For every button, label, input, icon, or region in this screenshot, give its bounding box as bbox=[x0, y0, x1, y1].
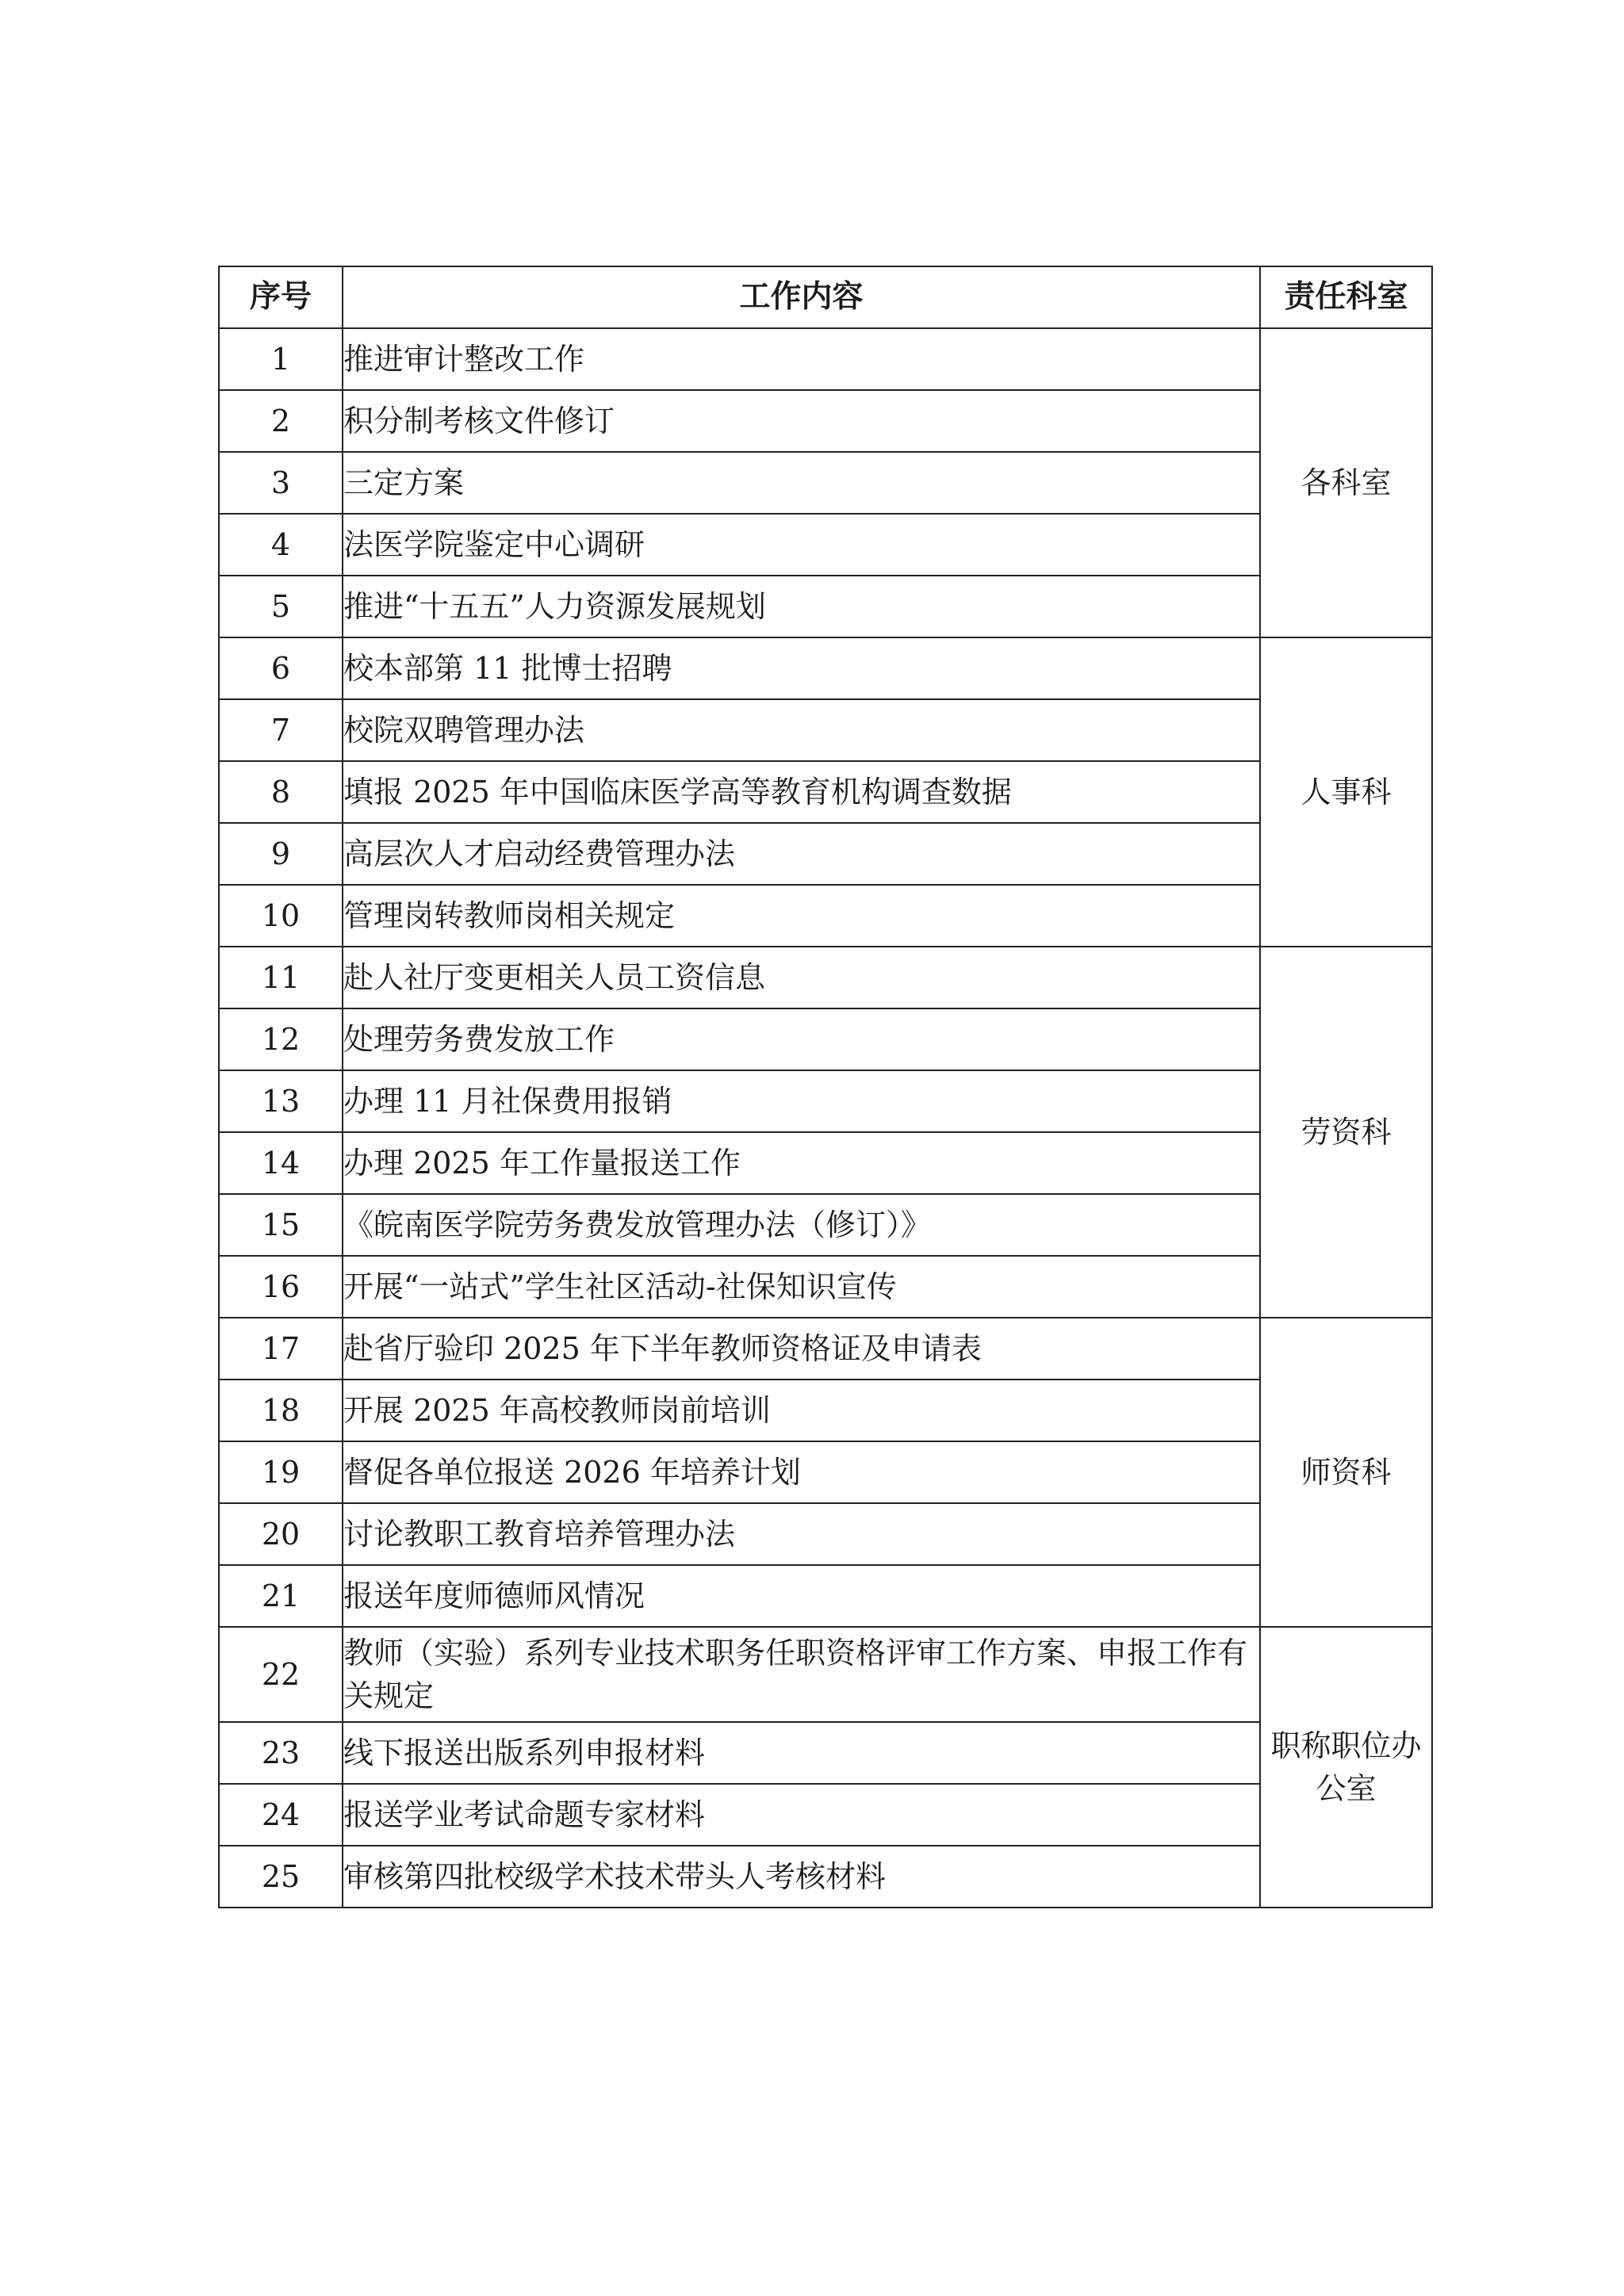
row-seq-cell: 2 bbox=[219, 390, 343, 452]
row-content-cell: 讨论教职工教育培养管理办法 bbox=[343, 1503, 1260, 1565]
row-content-cell: 处理劳务费发放工作 bbox=[343, 1008, 1260, 1070]
row-seq-cell: 25 bbox=[219, 1846, 343, 1908]
table-row bbox=[219, 699, 1432, 761]
row-content-cell: 赴省厅验印 2025 年下半年教师资格证及申请表 bbox=[343, 1318, 1260, 1380]
row-seq-cell: 9 bbox=[219, 823, 343, 885]
row-content-cell: 管理岗转教师岗相关规定 bbox=[343, 885, 1260, 947]
table-row bbox=[219, 823, 1432, 885]
table-row bbox=[219, 947, 1432, 1008]
row-content-cell: 校院双聘管理办法 bbox=[343, 699, 1260, 761]
row-seq-cell: 6 bbox=[219, 637, 343, 699]
table-row bbox=[219, 885, 1432, 947]
row-content-cell: 线下报送出版系列申报材料 bbox=[343, 1722, 1260, 1784]
table-row bbox=[219, 576, 1432, 637]
table-row bbox=[219, 390, 1432, 452]
row-seq-cell: 20 bbox=[219, 1503, 343, 1565]
table-row bbox=[219, 637, 1432, 699]
table-row bbox=[219, 1846, 1432, 1908]
row-content-cell: 报送学业考试命题专家材料 bbox=[343, 1784, 1260, 1846]
table-row bbox=[219, 1380, 1432, 1441]
row-seq-cell: 4 bbox=[219, 514, 343, 576]
row-content-cell: 《皖南医学院劳务费发放管理办法（修订）》 bbox=[343, 1194, 1260, 1256]
row-seq-cell: 17 bbox=[219, 1318, 343, 1380]
table-row bbox=[219, 1627, 1432, 1722]
row-seq-cell: 8 bbox=[219, 761, 343, 823]
row-content-cell: 法医学院鉴定中心调研 bbox=[343, 514, 1260, 576]
row-content-cell: 报送年度师德师风情况 bbox=[343, 1565, 1260, 1627]
table-body bbox=[219, 328, 1432, 1908]
table-row bbox=[219, 328, 1432, 390]
row-seq-cell: 16 bbox=[219, 1256, 343, 1318]
table-row bbox=[219, 1256, 1432, 1318]
row-content-cell: 推进“十五五”人力资源发展规划 bbox=[343, 576, 1260, 637]
row-content-cell: 督促各单位报送 2026 年培养计划 bbox=[343, 1441, 1260, 1503]
row-seq-cell: 23 bbox=[219, 1722, 343, 1784]
table-row bbox=[219, 1008, 1432, 1070]
table-row bbox=[219, 761, 1432, 823]
table-row bbox=[219, 452, 1432, 514]
row-seq-cell: 13 bbox=[219, 1070, 343, 1132]
row-content-cell: 开展 2025 年高校教师岗前培训 bbox=[343, 1380, 1260, 1441]
row-content-cell: 推进审计整改工作 bbox=[343, 328, 1260, 390]
row-content-cell: 赴人社厅变更相关人员工资信息 bbox=[343, 947, 1260, 1008]
row-seq-cell: 12 bbox=[219, 1008, 343, 1070]
row-content-cell: 办理 2025 年工作量报送工作 bbox=[343, 1132, 1260, 1194]
row-seq-cell: 1 bbox=[219, 328, 343, 390]
row-content-cell: 教师（实验）系列专业技术职务任职资格评审工作方案、申报工作有关规定 bbox=[343, 1627, 1260, 1722]
table-row bbox=[219, 1565, 1432, 1627]
table-row bbox=[219, 514, 1432, 576]
row-seq-cell: 21 bbox=[219, 1565, 343, 1627]
work-task-table bbox=[218, 266, 1433, 1908]
row-content-cell: 办理 11 月社保费用报销 bbox=[343, 1070, 1260, 1132]
row-seq-cell: 19 bbox=[219, 1441, 343, 1503]
dept-cell: 师资科 bbox=[1260, 1318, 1432, 1627]
row-seq-cell: 3 bbox=[219, 452, 343, 514]
row-seq-cell: 10 bbox=[219, 885, 343, 947]
row-content-cell: 高层次人才启动经费管理办法 bbox=[343, 823, 1260, 885]
header-dept: 责任科室 bbox=[1260, 266, 1432, 328]
row-seq-cell: 7 bbox=[219, 699, 343, 761]
row-seq-cell: 15 bbox=[219, 1194, 343, 1256]
row-seq-cell: 11 bbox=[219, 947, 343, 1008]
table-row bbox=[219, 1722, 1432, 1784]
table-row bbox=[219, 1503, 1432, 1565]
table-row bbox=[219, 1070, 1432, 1132]
row-content-cell: 积分制考核文件修订 bbox=[343, 390, 1260, 452]
dept-cell: 各科室 bbox=[1260, 328, 1432, 637]
table-row bbox=[219, 1318, 1432, 1380]
dept-cell: 人事科 bbox=[1260, 637, 1432, 947]
header-seq: 序号 bbox=[219, 266, 343, 328]
row-seq-cell: 5 bbox=[219, 576, 343, 637]
table-row bbox=[219, 1132, 1432, 1194]
row-seq-cell: 22 bbox=[219, 1627, 343, 1722]
table-row bbox=[219, 1194, 1432, 1256]
dept-cell: 职称职位办公室 bbox=[1260, 1627, 1432, 1908]
row-content-cell: 填报 2025 年中国临床医学高等教育机构调查数据 bbox=[343, 761, 1260, 823]
row-content-cell: 三定方案 bbox=[343, 452, 1260, 514]
row-seq-cell: 24 bbox=[219, 1784, 343, 1846]
dept-cell: 劳资科 bbox=[1260, 947, 1432, 1318]
row-seq-cell: 14 bbox=[219, 1132, 343, 1194]
row-content-cell: 校本部第 11 批博士招聘 bbox=[343, 637, 1260, 699]
table-row bbox=[219, 1784, 1432, 1846]
table-header-row bbox=[219, 266, 1432, 328]
table-row bbox=[219, 1441, 1432, 1503]
header-content: 工作内容 bbox=[343, 266, 1260, 328]
row-seq-cell: 18 bbox=[219, 1380, 343, 1441]
row-content-cell: 开展“一站式”学生社区活动-社保知识宣传 bbox=[343, 1256, 1260, 1318]
row-content-cell: 审核第四批校级学术技术带头人考核材料 bbox=[343, 1846, 1260, 1908]
